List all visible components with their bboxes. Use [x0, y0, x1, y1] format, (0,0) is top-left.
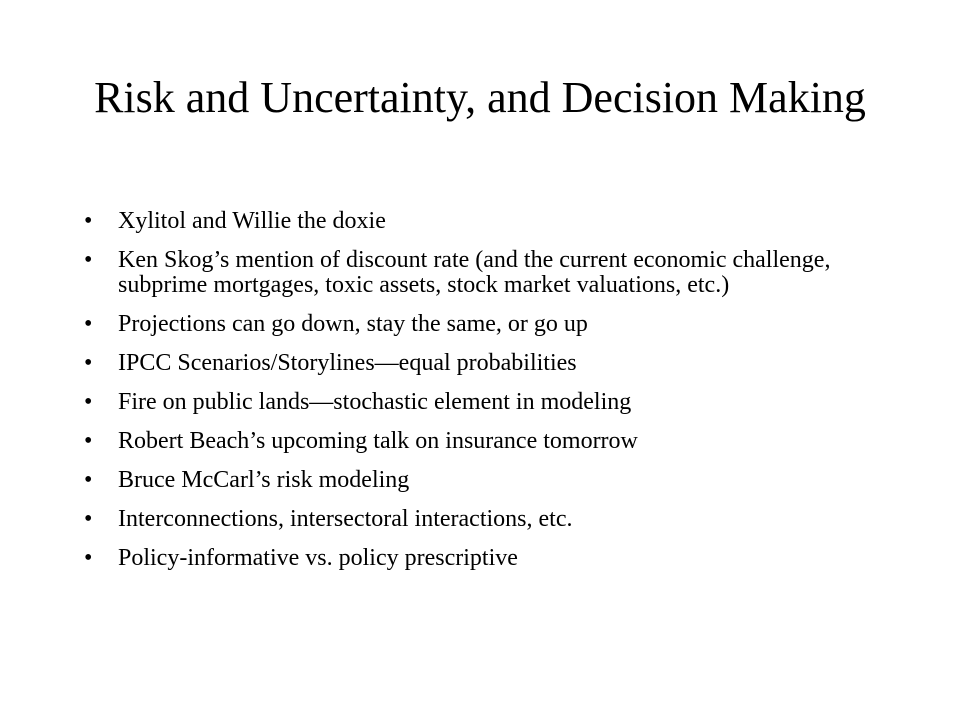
bullet-item	[84, 209, 844, 234]
bullet-item	[84, 248, 844, 298]
bullet-item	[84, 546, 844, 571]
bullet-icon: •	[84, 545, 93, 571]
bullet-list	[84, 209, 844, 585]
bullet-text: Ken Skog’s mention of discount rate (and the current economic challenge, subprime mortgages, toxic assets, stock market valuations, etc.)	[118, 247, 831, 298]
bullet-item	[84, 390, 844, 415]
bullet-text: Robert Beach’s upcoming talk on insurance tomorrow	[118, 428, 638, 454]
bullet-text: Fire on public lands—stochastic element in modeling	[118, 389, 632, 415]
bullet-item	[84, 468, 844, 493]
bullet-text: Projections can go down, stay the same, or go up	[118, 311, 588, 337]
bullet-text: Interconnections, intersectoral interactions, etc.	[118, 506, 573, 532]
bullet-item	[84, 351, 844, 376]
bullet-text: Bruce McCarl’s risk modeling	[118, 467, 410, 493]
bullet-icon: •	[84, 350, 93, 376]
bullet-text: Xylitol and Willie the doxie	[118, 208, 386, 234]
bullet-icon: •	[84, 247, 93, 273]
bullet-icon: •	[84, 506, 93, 532]
bullet-item	[84, 312, 844, 337]
bullet-item	[84, 429, 844, 454]
bullet-item	[84, 507, 844, 532]
bullet-icon: •	[84, 467, 93, 493]
bullet-icon: •	[84, 311, 93, 337]
bullet-icon: •	[84, 389, 93, 415]
bullet-icon: •	[84, 208, 93, 234]
slide-title: Risk and Uncertainty, and Decision Making	[94, 73, 866, 122]
bullet-text: IPCC Scenarios/Storylines—equal probabilities	[118, 350, 577, 376]
bullet-icon: •	[84, 428, 93, 454]
bullet-text: Policy-informative vs. policy prescriptive	[118, 545, 518, 571]
